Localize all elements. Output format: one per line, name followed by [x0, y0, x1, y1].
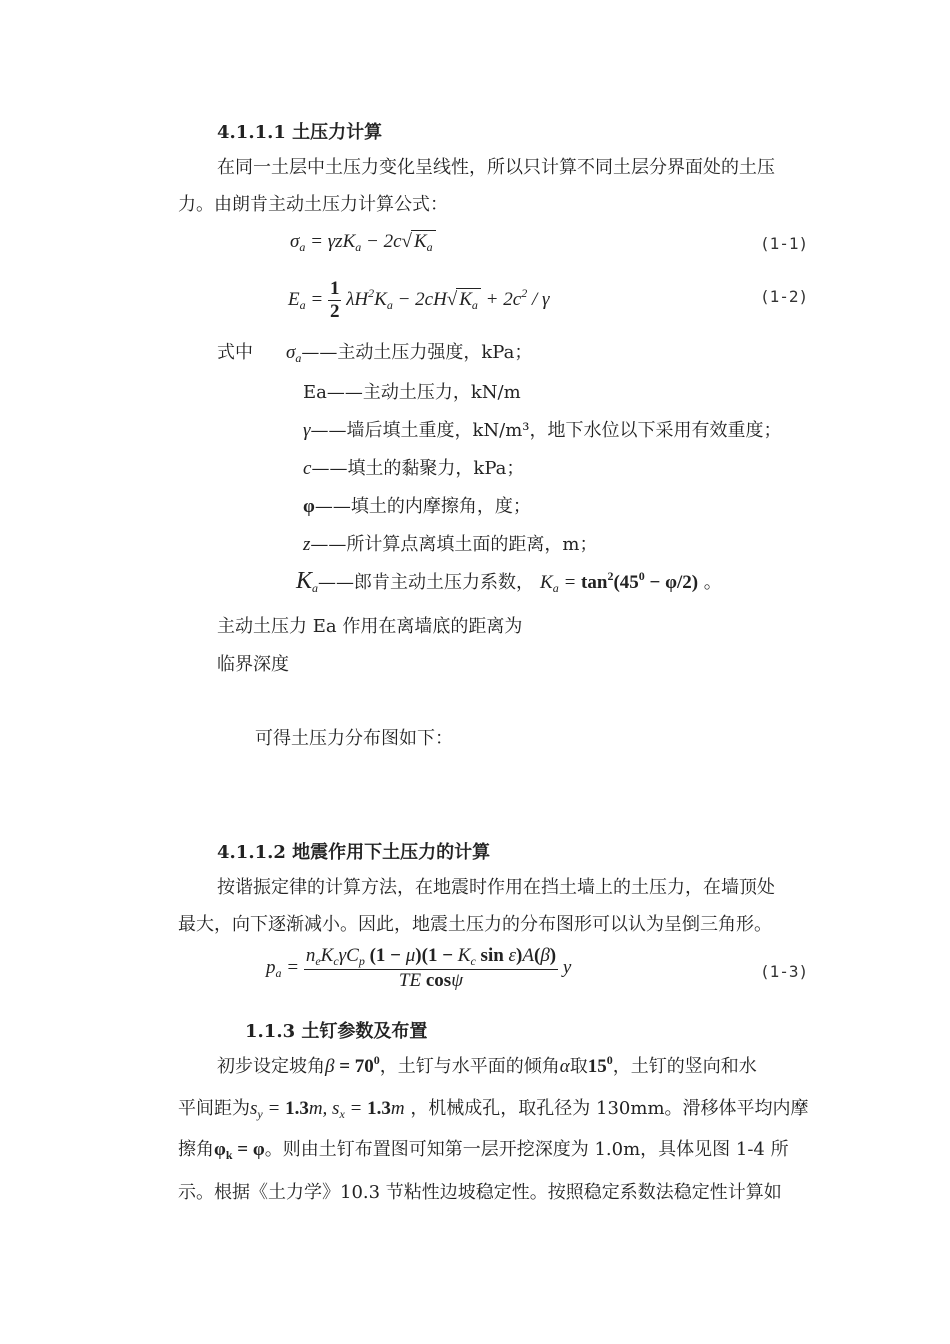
- equation-number: (1-2): [760, 287, 809, 306]
- paragraph-line: 示。根据《土力学》10.3 节粘性边坡稳定性。按照稳定系数法稳定性计算如: [178, 1182, 782, 1203]
- paragraph-line: 按谐振定律的计算方法，在地震时作用在挡土墙上的土压力，在墙顶处: [217, 877, 775, 898]
- text: ，机械成孔，取孔径为 130mm。滑移体平均内摩: [410, 1098, 809, 1119]
- definition-text: ——所计算点离填土面的距离，m；: [310, 534, 598, 555]
- paragraph-line: 主动土压力 Ea 作用在离墙底的距离为: [217, 616, 523, 637]
- definition-ea: Ea——主动土压力，kN/m: [303, 382, 521, 403]
- paragraph-line: 平间距为$s_y = 1.3m$, $s_x = 1.3m$ ，机械成孔，取孔径为 130mm。滑移体平均内摩: [178, 1098, 809, 1121]
- equation-1-1: $\sigma_a = \gamma zK_a - 2c√$ $K_a$: [290, 230, 436, 255]
- text: 取: [569, 1056, 588, 1077]
- definition-text: ——主动土压力强度，kPa；: [301, 342, 533, 363]
- paragraph-line: 可得土压力分布图如下：: [255, 728, 453, 749]
- text: 擦角: [178, 1139, 214, 1160]
- paragraph-line: 力。由朗肯主动土压力计算公式：: [178, 194, 448, 215]
- text: ，土钉的竖向和水: [612, 1056, 757, 1077]
- text: 平间距为: [178, 1098, 250, 1119]
- paragraph-line: 最大，向下逐渐减小。因此，地震土压力的分布图形可以认为呈倒三角形。: [178, 914, 772, 935]
- definition-z: z——所计算点离填土面的距离，m；: [303, 534, 598, 555]
- section-heading-3: 1.1.3 土钉参数及布置: [245, 1021, 428, 1042]
- section-heading-1: 4.1.1.1 土压力计算: [217, 122, 383, 143]
- paragraph-line: 初步设定坡角$\beta = 70^0$，土钉与水平面的倾角α取$15^0$，土钉的竖向和水: [217, 1053, 757, 1077]
- paragraph-line: 临界深度: [217, 654, 289, 675]
- paragraph-line: 擦角$\varphi_k = \varphi$。则由土钉布置图可知第一层开挖深度为 1.0m，具体见图 1-4 所: [178, 1139, 789, 1162]
- text: 。则由土钉布置图可知第一层开挖深度为 1.0m，具体见图 1-4 所: [264, 1139, 789, 1160]
- definition-c: c——填土的黏聚力，kPa；: [303, 458, 525, 479]
- equation-number: (1-1): [760, 234, 809, 253]
- section-heading-2: 4.1.1.2 地震作用下土压力的计算: [217, 842, 491, 863]
- text: 初步设定坡角: [217, 1056, 325, 1077]
- definition-sigma: $\sigma_a——$主动土压力强度，kPa；: [286, 342, 533, 365]
- equation-1-3: $p_a$ = $\frac{n_eK_c\gamma C_p (1 - \mu)(1 - K_c \sin \varepsilon)A(\beta)}{\text{TE cosψ}}$ y: [266, 945, 572, 991]
- definition-ka: $K_a——$郎肯主动土压力系数， $K_a = \tan^2(45^0 - \varphi/2)$ 。: [296, 568, 722, 595]
- definition-gamma: γ——墙后填土重度，kN/m³，地下水位以下采用有效重度；: [303, 420, 782, 441]
- definition-phi: φ——填土的内摩擦角，度；: [303, 496, 531, 517]
- paragraph-line: 在同一土层中土压力变化呈线性，所以只计算不同土层分界面处的土压: [217, 157, 775, 178]
- where-label: 式中: [217, 342, 253, 363]
- equation-number: (1-3): [760, 962, 809, 981]
- definition-text: ——填土的内摩擦角，度；: [314, 496, 531, 517]
- definition-text: ——墙后填土重度，kN/m³，地下水位以下采用有效重度；: [310, 420, 782, 441]
- definition-text: ——郎肯主动土压力系数，: [318, 572, 535, 593]
- equation-1-2: $E_a$ = $\frac{1}{2}$ $\lambda H^2K_a - 2cH√$ $K_a + 2c^2 / \gamma$: [288, 278, 550, 322]
- definition-text: ——填土的黏聚力，kPa；: [311, 458, 525, 479]
- text: ，土钉与水平面的倾角: [379, 1056, 560, 1077]
